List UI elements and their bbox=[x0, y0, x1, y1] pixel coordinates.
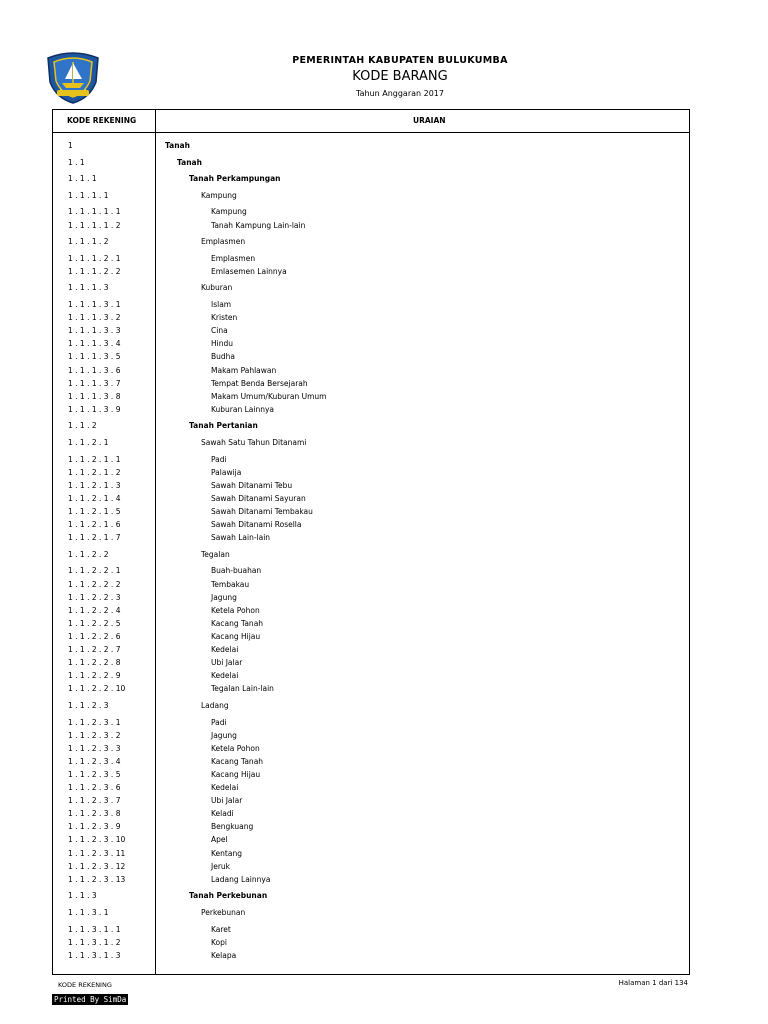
table-row bbox=[53, 420, 689, 432]
table-row bbox=[53, 874, 689, 886]
row-code: 1 . 1 . 1 . 3 . 5 bbox=[68, 352, 121, 362]
table-row bbox=[53, 717, 689, 729]
row-description: Kuburan Lainnya bbox=[211, 404, 275, 414]
row-description: Makam Umum/Kuburan Umum bbox=[211, 391, 327, 401]
row-code: 1 . 1 . 1 . 3 . 8 bbox=[68, 391, 121, 401]
table-row bbox=[53, 769, 689, 781]
table-row bbox=[53, 670, 689, 682]
table-row bbox=[53, 657, 689, 669]
row-code: 1 . 1 . 2 . 2 . 2 bbox=[68, 579, 121, 589]
row-code: 1 . 1 . 2 . 3 . 8 bbox=[68, 809, 121, 819]
row-description: Tegalan Lain-lain bbox=[211, 684, 274, 694]
table-row bbox=[53, 565, 689, 577]
row-description: Padi bbox=[211, 717, 227, 727]
row-code: 1 . 1 . 1 . 3 . 1 bbox=[68, 300, 121, 309]
table-row bbox=[53, 282, 689, 294]
row-description: Emplasmen bbox=[211, 253, 256, 263]
row-code: 1 . 1 . 2 . 2 . 1 bbox=[68, 566, 121, 576]
table-row bbox=[53, 592, 689, 604]
row-code: 1 . 1 . 1 . 2 . 1 bbox=[68, 253, 121, 263]
row-description: Tanah Perkampungan bbox=[189, 174, 281, 184]
page-number: Halaman 1 dari 134 bbox=[618, 979, 688, 987]
row-description: Jeruk bbox=[211, 861, 231, 871]
table-row bbox=[53, 631, 689, 643]
row-description: Sawah Ditanami Tebu bbox=[211, 480, 293, 490]
table-row bbox=[53, 950, 689, 962]
row-code: 1 . 1 . 1 . 1 . 1 bbox=[68, 207, 121, 217]
table-row bbox=[53, 890, 689, 902]
row-code: 1 . 1 . 2 . 3 . 6 bbox=[68, 783, 121, 792]
table-row bbox=[53, 325, 689, 337]
table-row bbox=[53, 157, 689, 169]
row-code: 1 . 1 . 1 . 3 . 6 bbox=[68, 365, 121, 375]
row-code: 1 . 1 . 2 . 3 . 1 bbox=[68, 717, 121, 727]
row-description: Karet bbox=[211, 924, 231, 934]
table-row bbox=[53, 454, 689, 466]
row-code: 1 . 1 . 2 . 3 . 12 bbox=[68, 861, 126, 871]
row-description: Tempat Benda Bersejarah bbox=[211, 378, 308, 388]
row-code: 1 bbox=[68, 141, 73, 150]
row-code: 1 . 1 . 2 . 3 . 13 bbox=[68, 874, 126, 884]
row-description: Ketela Pohon bbox=[211, 605, 260, 615]
table-row bbox=[53, 338, 689, 350]
table-row bbox=[53, 378, 689, 390]
row-code: 1 . 1 . 2 . 2 . 8 bbox=[68, 658, 121, 668]
row-description: Buah-buahan bbox=[211, 566, 262, 576]
table-row bbox=[53, 730, 689, 742]
row-code: 1 . 1 . 2 . 1 . 1 bbox=[68, 454, 121, 464]
table-row bbox=[53, 795, 689, 807]
row-code: 1 . 1 . 1 . 3 . 3 bbox=[68, 326, 121, 336]
row-code: 1 . 1 . 3 . 1 bbox=[68, 907, 109, 917]
table-row bbox=[53, 618, 689, 630]
row-code: 1 . 1 . 2 . 1 bbox=[68, 438, 109, 447]
row-description: Sawah Ditanami Tembakau bbox=[211, 507, 313, 516]
table-row bbox=[53, 700, 689, 712]
row-description: Perkebunan bbox=[201, 907, 246, 917]
row-description: Tanah Kampung Lain-lain bbox=[211, 220, 306, 230]
row-description: Tembakau bbox=[211, 579, 250, 589]
table-row bbox=[53, 253, 689, 265]
row-code: 1 . 1 . 2 . 2 . 5 bbox=[68, 618, 121, 628]
column-header-description: URAIAN bbox=[413, 116, 446, 125]
row-code: 1 . 1 . 2 . 2 . 9 bbox=[68, 671, 121, 681]
code-table bbox=[52, 109, 690, 975]
row-code: 1 . 1 . 2 . 1 . 4 bbox=[68, 493, 121, 503]
table-row bbox=[53, 437, 689, 449]
row-code: 1 . 1 . 2 . 2 . 10 bbox=[68, 684, 126, 694]
header-divider bbox=[53, 132, 689, 133]
table-row bbox=[53, 924, 689, 936]
row-code: 1 . 1 . 1 . 2 . 2 bbox=[68, 266, 121, 276]
row-description: Sawah Satu Tahun Ditanami bbox=[201, 438, 307, 447]
row-code: 1 . 1 . 3 bbox=[68, 891, 97, 901]
row-code: 1 . 1 . 2 . 3 . 3 bbox=[68, 743, 121, 753]
table-row bbox=[53, 467, 689, 479]
row-description: Ubi Jalar bbox=[211, 658, 243, 668]
row-code: 1 . 1 . 2 . 2 bbox=[68, 549, 109, 559]
row-description: Kristen bbox=[211, 313, 238, 323]
table-row bbox=[53, 236, 689, 248]
row-description: Emlasemen Lainnya bbox=[211, 266, 287, 276]
row-description: Kampung bbox=[201, 190, 237, 200]
table-row bbox=[53, 848, 689, 860]
row-code: 1 . 1 . 2 . 2 . 6 bbox=[68, 631, 121, 641]
table-row bbox=[53, 808, 689, 820]
row-code: 1 . 1 . 1 . 1 bbox=[68, 190, 109, 200]
table-row bbox=[53, 644, 689, 656]
row-code: 1 . 1 . 2 bbox=[68, 421, 97, 431]
table-row bbox=[53, 312, 689, 324]
row-code: 1 . 1 . 2 . 3 . 2 bbox=[68, 730, 121, 740]
row-description: Jagung bbox=[211, 730, 237, 740]
row-code: 1 . 1 . 1 . 3 bbox=[68, 283, 109, 293]
row-description: Islam bbox=[211, 300, 232, 309]
printed-by-stamp: Printed By SimDa bbox=[54, 995, 127, 1004]
row-description: Tegalan bbox=[201, 549, 230, 559]
row-code: 1 . 1 . 1 . 3 . 7 bbox=[68, 378, 121, 388]
row-code: 1 . 1 . 3 . 1 . 1 bbox=[68, 924, 121, 934]
row-description: Tanah bbox=[177, 157, 202, 167]
row-code: 1 . 1 . 2 . 3 . 9 bbox=[68, 822, 121, 832]
regency-logo bbox=[44, 48, 102, 104]
row-description: Padi bbox=[211, 454, 227, 464]
row-code: 1 . 1 . 2 . 2 . 7 bbox=[68, 645, 121, 654]
table-row bbox=[53, 266, 689, 278]
table-row bbox=[53, 299, 689, 311]
table-row bbox=[53, 937, 689, 949]
row-code: 1 . 1 . 2 . 3 bbox=[68, 700, 109, 710]
footer-label: KODE REKENING bbox=[58, 981, 112, 989]
row-code: 1 . 1 . 2 . 1 . 3 bbox=[68, 480, 121, 490]
table-row bbox=[53, 493, 689, 505]
table-row bbox=[53, 782, 689, 794]
table-row bbox=[53, 683, 689, 695]
table-row bbox=[53, 173, 689, 185]
row-code: 1 . 1 . 2 . 1 . 2 bbox=[68, 467, 121, 477]
row-description: Kacang Hijau bbox=[211, 769, 261, 779]
row-code: 1 . 1 . 2 . 3 . 5 bbox=[68, 769, 121, 779]
table-row bbox=[53, 756, 689, 768]
row-description: Hindu bbox=[211, 339, 233, 349]
table-row bbox=[53, 605, 689, 617]
row-code: 1 . 1 . 1 . 1 . 2 bbox=[68, 220, 121, 230]
row-code: 1 . 1 . 3 . 1 . 3 bbox=[68, 950, 121, 960]
row-code: 1 . 1 . 1 . 2 bbox=[68, 237, 109, 247]
row-description: Kelapa bbox=[211, 950, 237, 960]
row-code: 1 . 1 . 2 . 2 . 3 bbox=[68, 592, 121, 602]
row-description: Tanah Perkebunan bbox=[189, 891, 268, 901]
row-description: Kedelai bbox=[211, 645, 239, 654]
row-description: Kacang Tanah bbox=[211, 618, 264, 628]
table-row bbox=[53, 834, 689, 846]
table-row bbox=[53, 404, 689, 416]
table-row bbox=[53, 821, 689, 833]
row-description: Sawah Ditanami Sayuran bbox=[211, 493, 306, 503]
row-description: Cina bbox=[211, 326, 228, 336]
row-description: Kacang Hijau bbox=[211, 631, 261, 641]
table-row bbox=[53, 391, 689, 403]
table-row bbox=[53, 220, 689, 232]
table-row bbox=[53, 579, 689, 591]
table-row bbox=[53, 907, 689, 919]
row-description: Makam Pahlawan bbox=[211, 365, 277, 375]
table-row bbox=[53, 743, 689, 755]
row-description: Emplasmen bbox=[201, 237, 246, 247]
row-code: 1 . 1 bbox=[68, 157, 85, 167]
table-row bbox=[53, 480, 689, 492]
row-description: Kedelai bbox=[211, 783, 239, 792]
row-description: Sawah Lain-lain bbox=[211, 533, 271, 543]
row-description: Kedelai bbox=[211, 671, 239, 681]
row-code: 1 . 1 . 1 . 3 . 4 bbox=[68, 339, 121, 349]
row-code: 1 . 1 . 2 . 2 . 4 bbox=[68, 605, 121, 615]
column-header-code: KODE REKENING bbox=[67, 116, 137, 125]
table-row bbox=[53, 365, 689, 377]
row-description: Keladi bbox=[211, 809, 234, 819]
row-description: Ketela Pohon bbox=[211, 743, 260, 753]
row-code: 1 . 1 . 1 . 3 . 9 bbox=[68, 404, 121, 414]
row-description: Ladang Lainnya bbox=[211, 874, 271, 884]
row-code: 1 . 1 . 2 . 3 . 7 bbox=[68, 796, 121, 806]
row-description: Kuburan bbox=[201, 283, 233, 293]
table-row bbox=[53, 519, 689, 531]
row-description: Ladang bbox=[201, 700, 229, 710]
row-code: 1 . 1 . 2 . 3 . 4 bbox=[68, 756, 121, 766]
table-row bbox=[53, 861, 689, 873]
table-row bbox=[53, 506, 689, 518]
table-row bbox=[53, 190, 689, 202]
row-description: Kentang bbox=[211, 848, 242, 858]
row-code: 1 . 1 . 1 . 3 . 2 bbox=[68, 313, 121, 323]
row-code: 1 . 1 . 3 . 1 . 2 bbox=[68, 937, 121, 947]
table-row bbox=[53, 532, 689, 544]
table-row bbox=[53, 206, 689, 218]
row-description: Jagung bbox=[211, 592, 237, 602]
row-description: Kampung bbox=[211, 207, 247, 217]
row-description: Ubi Jalar bbox=[211, 796, 243, 806]
row-description: Kacang Tanah bbox=[211, 756, 264, 766]
row-description: Budha bbox=[211, 352, 236, 362]
row-code: 1 . 1 . 2 . 1 . 5 bbox=[68, 507, 121, 516]
page-title: KODE BARANG bbox=[352, 69, 448, 84]
row-description: Palawija bbox=[211, 467, 242, 477]
row-description: Sawah Ditanami Rosella bbox=[211, 520, 302, 530]
row-description: Bengkuang bbox=[211, 822, 254, 832]
table-row bbox=[53, 549, 689, 561]
row-description: Tanah bbox=[165, 141, 190, 150]
row-description: Kopi bbox=[211, 937, 227, 947]
row-code: 1 . 1 . 2 . 1 . 7 bbox=[68, 533, 121, 543]
table-row bbox=[53, 351, 689, 363]
table-row bbox=[53, 140, 689, 152]
government-name: PEMERINTAH KABUPATEN BULUKUMBA bbox=[292, 55, 508, 66]
row-description: Tanah Pertanian bbox=[189, 421, 258, 431]
row-code: 1 . 1 . 2 . 1 . 6 bbox=[68, 520, 121, 530]
row-code: 1 . 1 . 1 bbox=[68, 174, 97, 184]
row-description: Apel bbox=[211, 835, 228, 845]
row-code: 1 . 1 . 2 . 3 . 11 bbox=[68, 848, 126, 858]
fiscal-year: Tahun Anggaran 2017 bbox=[356, 89, 444, 98]
row-code: 1 . 1 . 2 . 3 . 10 bbox=[68, 835, 126, 845]
